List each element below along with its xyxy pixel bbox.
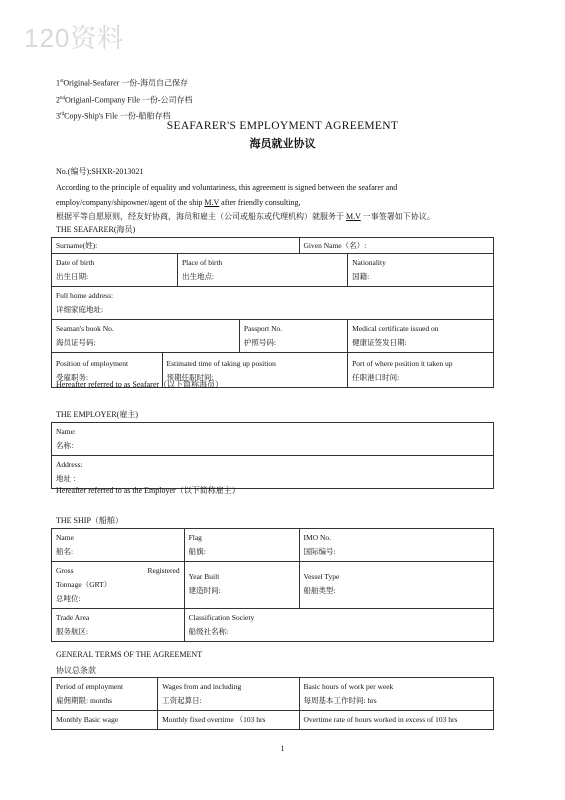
ship-name-cell[interactable]: Name 船名: [52, 529, 185, 562]
ship-heading: THE SHIP（船舶） [56, 516, 123, 525]
employer-name-field[interactable]: Name: 名称： [52, 423, 494, 456]
place-of-birth-field[interactable]: Place of birth 出生地点: [177, 254, 347, 287]
copy-distribution-list [56, 74, 193, 124]
port-field[interactable]: Port of where position it taken up 任职港口时间: [348, 353, 494, 388]
overtime-rate-cell[interactable]: Overtime rate of hours worked in excess of 103 hrs [299, 711, 493, 730]
terms-heading-cn: 协议总条款 [56, 666, 96, 675]
ship-name-field-cn[interactable]: M.V [346, 212, 361, 221]
seamans-book-field[interactable]: Seaman's book No. 海员证号码: [52, 320, 240, 353]
classification-cell[interactable]: Classification Society 船级社名称: [184, 609, 493, 642]
copy-line-3: 3rdCopy-Ship's File 一份-船舶存档 [56, 111, 171, 121]
trade-area-cell[interactable]: Trade Area 服务航区: [52, 609, 185, 642]
employer-table [51, 422, 494, 489]
imo-cell[interactable]: IMO No. 国际编号: [299, 529, 494, 562]
wages-cell[interactable]: Wages from and including 工资起算日: [158, 678, 299, 711]
passport-field[interactable]: Passport No. 护照号码: [239, 320, 347, 353]
position-field[interactable]: Position of employment 受雇职务: [52, 353, 163, 388]
document-title-en: SEAFARER'S EMPLOYMENT AGREEMENT [166, 120, 399, 132]
copy-line-1: 1stOriginal-Seafarer 一份-海员自己保存 [56, 78, 188, 88]
surname-field[interactable]: Surname(姓): [52, 238, 300, 254]
document-title-cn: 海员就业协议 [249, 137, 316, 150]
terms-table [51, 677, 494, 730]
ship-table [51, 528, 494, 642]
year-built-cell[interactable]: Year Built 建造时间: [184, 562, 299, 609]
period-cell[interactable]: Period of employment 雇佣期限: months [52, 678, 158, 711]
fixed-overtime-cell[interactable]: Monthly fixed overtime （103 hrs [158, 711, 299, 730]
page-number: 1 [280, 744, 285, 753]
home-address-field[interactable]: Full home address: 详细家庭地址: [52, 287, 494, 320]
employer-heading: THE EMPLOYER(雇主) [56, 410, 138, 419]
seafarer-hereafter: Hereafter referred to as Seafarer（以下简称海员） [56, 380, 224, 389]
medical-cert-field[interactable]: Medical certificate issued on 健康证签发日期: [348, 320, 494, 353]
copy-line-2: 2ndOrigianl-Company File 一份-公司存档 [56, 95, 193, 105]
hours-cell[interactable]: Basic hours of work per week 每周基本工作时间: hrs [299, 678, 493, 711]
employer-hereafter: Hereafter referred to as the Employer（以下简称雇主） [56, 486, 240, 495]
vessel-type-cell[interactable]: Vessel Type 船舶类型: [299, 562, 494, 609]
intro-paragraph [56, 181, 506, 225]
watermark: 120资料 [24, 23, 125, 53]
date-of-birth-field[interactable]: Date of birth 出生日期: [52, 254, 178, 287]
flag-cell[interactable]: Flag 船旗: [184, 529, 299, 562]
given-name-field[interactable]: Given Name（名）: [299, 238, 494, 254]
nationality-field[interactable]: Nationality 国籍: [348, 254, 494, 287]
intro-line-1: According to the principle of equality and voluntariness, this agreement is signed between the seafarer and [56, 183, 398, 192]
terms-heading-en: GENERAL TERMS OF THE AGREEMENT [56, 650, 203, 659]
intro-line-3: 根据平等自愿原则，经友好协商，海员和雇主（公司或船东或代理机构）就服务于 M.V 一事签署如下协议。 [56, 212, 435, 221]
estimated-time-field[interactable]: Estimated time of taking up position 预期任职时间: [162, 353, 348, 388]
employer-address-field[interactable]: Address: 地址 ： [52, 456, 494, 489]
agreement-number: No.(编号):SHXR-2013021 [56, 167, 144, 176]
grt-cell[interactable]: Gross Registered Tonnage（GRT） 总吨位: [52, 562, 185, 609]
ship-name-field[interactable]: M.V [204, 197, 220, 207]
intro-line-2: employ/company/shipowner/agent of the ship M.V after friendly consulting, [56, 197, 301, 207]
seafarer-table [51, 237, 494, 388]
monthly-wage-cell[interactable]: Monthly Basic wage [52, 711, 158, 730]
seafarer-heading: THE SEAFARER(海员) [56, 225, 136, 234]
